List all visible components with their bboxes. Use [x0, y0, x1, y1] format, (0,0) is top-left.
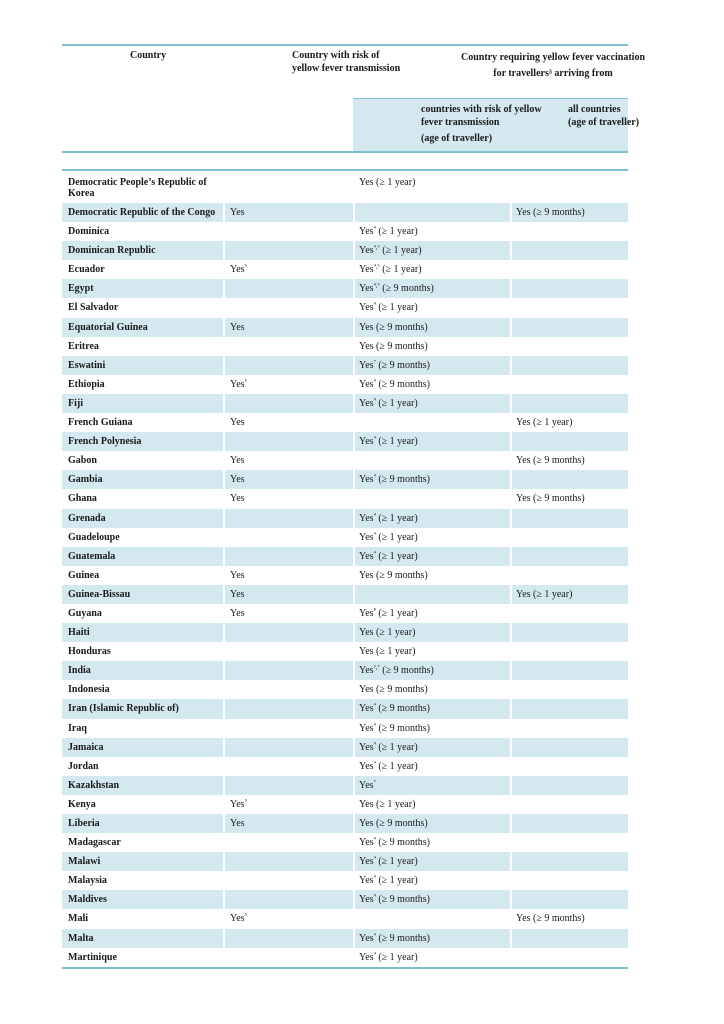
- cell-country: Gabon: [68, 455, 97, 467]
- column-separator: [353, 566, 355, 585]
- column-separator: [353, 394, 355, 413]
- cell-required-from-risk: Yes$^{^4}$ (≥ 1 year): [359, 759, 418, 772]
- table-row: [62, 356, 628, 375]
- column-separator: [223, 394, 225, 413]
- column-separator: [510, 173, 512, 203]
- column-separator: [223, 909, 225, 928]
- cell-required-from-all: Yes (≥ 1 year): [516, 417, 573, 429]
- cell-risk: Yes$^{^5}$: [230, 263, 247, 276]
- table-row: [62, 241, 628, 260]
- table-row: [62, 833, 628, 852]
- column-separator: [510, 528, 512, 547]
- table-row: [62, 375, 628, 394]
- column-separator: [223, 929, 225, 948]
- column-separator: [510, 852, 512, 871]
- column-separator: [223, 337, 225, 356]
- cell-country: Iran (Islamic Republic of): [68, 703, 179, 715]
- column-separator: [510, 337, 512, 356]
- table-row: [62, 699, 628, 718]
- cell-required-from-risk: Yes$^{^4}$ (≥ 1 year): [359, 435, 418, 448]
- cell-required-from-risk: Yes (≥ 1 year): [359, 646, 416, 658]
- column-separator: [353, 871, 355, 890]
- column-separator: [223, 509, 225, 528]
- cell-country: Fiji: [68, 397, 83, 409]
- column-separator: [223, 203, 225, 222]
- cell-country: Dominican Republic: [68, 245, 156, 257]
- cell-country: French Polynesia: [68, 436, 142, 448]
- column-separator: [510, 699, 512, 718]
- cell-country: Liberia: [68, 818, 100, 829]
- cell-risk: Yes: [230, 493, 245, 505]
- table-bottom-rule: [62, 967, 628, 969]
- header-requiring-vaccination: [418, 50, 688, 82]
- cell-required-from-risk: Yes (≥ 1 year): [359, 177, 416, 188]
- cell-country: Democratic People’s Republic of Korea: [68, 177, 207, 199]
- column-separator: [223, 604, 225, 623]
- cell-country: India: [68, 665, 91, 677]
- cell-country: French Guiana: [68, 417, 133, 429]
- cell-country: Haiti: [68, 627, 90, 639]
- column-separator: [353, 699, 355, 718]
- cell-required-from-risk: Yes$^{^4}$ (≥ 1 year): [359, 855, 418, 868]
- column-separator: [223, 375, 225, 394]
- table-row: [62, 528, 628, 547]
- column-separator: [510, 279, 512, 298]
- table-row: [62, 642, 628, 661]
- column-separator: [223, 890, 225, 909]
- column-separator: [223, 528, 225, 547]
- column-separator: [353, 948, 355, 967]
- cell-required-from-risk: Yes (≥ 1 year): [359, 798, 416, 810]
- table-row: [62, 203, 628, 222]
- table-row: [62, 298, 628, 317]
- table-row: [62, 890, 628, 909]
- cell-required-from-all: Yes (≥ 9 months): [516, 493, 585, 505]
- column-separator: [353, 470, 355, 489]
- column-separator: [510, 661, 512, 680]
- header-risk-transmission: Country with risk of yellow fever transmission: [292, 50, 401, 74]
- cell-risk: Yes: [230, 607, 245, 619]
- column-separator: [353, 528, 355, 547]
- column-separator: [223, 852, 225, 871]
- cell-country: Gambia: [68, 474, 103, 486]
- column-separator: [510, 680, 512, 699]
- column-separator: [510, 451, 512, 470]
- cell-required-from-risk: Yes$^{^4}$ (≥ 1 year): [359, 874, 418, 887]
- column-separator: [353, 738, 355, 757]
- cell-risk: Yes: [230, 455, 245, 467]
- table-row: [62, 604, 628, 623]
- column-separator: [223, 547, 225, 566]
- table-row: [62, 566, 628, 585]
- subheader-risk-age: (age of traveller): [421, 133, 493, 144]
- header-country: Country: [130, 50, 167, 61]
- cell-required-from-risk: Yes$^{^4,^6}$ (≥ 1 year): [359, 244, 422, 257]
- table-row: [62, 173, 628, 203]
- cell-risk: Yes: [230, 417, 245, 429]
- column-separator: [223, 699, 225, 718]
- cell-required-from-all: Yes (≥ 9 months): [516, 455, 585, 467]
- column-separator: [223, 948, 225, 967]
- cell-required-from-risk: Yes$^{^4}$ (≥ 1 year): [359, 549, 418, 562]
- column-separator: [353, 432, 355, 451]
- cell-country: Guadeloupe: [68, 531, 120, 543]
- cell-required-from-all: Yes (≥ 9 months): [516, 913, 585, 925]
- cell-required-from-risk: Yes$^{^4}$ (≥ 1 year): [359, 950, 418, 963]
- cell-required-from-risk: Yes (≥ 9 months): [359, 818, 428, 829]
- column-separator: [223, 470, 225, 489]
- column-separator: [353, 241, 355, 260]
- cell-risk: Yes: [230, 207, 245, 218]
- column-separator: [510, 394, 512, 413]
- cell-required-from-risk: Yes$^{^4}$ (≥ 9 months): [359, 931, 430, 944]
- cell-risk: Yes$^{^5}$: [230, 912, 247, 925]
- column-separator: [353, 451, 355, 470]
- cell-country: Malta: [68, 932, 94, 944]
- table-row: [62, 451, 628, 470]
- table-row: [62, 413, 628, 432]
- subheader-risk-countries: [421, 104, 561, 146]
- column-separator: [353, 173, 355, 203]
- column-separator: [510, 547, 512, 566]
- cell-required-from-risk: Yes (≥ 9 months): [359, 684, 428, 696]
- cell-required-from-risk: Yes$^{^4}$ (≥ 9 months): [359, 702, 430, 715]
- column-separator: [353, 719, 355, 738]
- column-separator: [510, 642, 512, 661]
- cell-country: Eritrea: [68, 340, 99, 352]
- cell-required-from-risk: Yes$^{^4}$ (≥ 9 months): [359, 721, 430, 734]
- cell-country: Iraq: [68, 722, 87, 734]
- cell-required-from-risk: Yes$^{^4,^6}$ (≥ 9 months): [359, 282, 434, 295]
- cell-country: Mali: [68, 913, 88, 925]
- cell-required-from-risk: Yes (≥ 9 months): [359, 340, 428, 352]
- column-separator: [353, 852, 355, 871]
- cell-required-from-risk: Yes$^{^4}$ (≥ 9 months): [359, 473, 430, 486]
- cell-required-from-risk: Yes (≥ 9 months): [359, 321, 428, 333]
- column-separator: [510, 509, 512, 528]
- cell-required-from-risk: Yes$^{^6,^7}$ (≥ 9 months): [359, 664, 434, 677]
- cell-country: Ecuador: [68, 264, 105, 276]
- column-separator: [510, 948, 512, 967]
- cell-country: Ethiopia: [68, 378, 105, 390]
- subheader-risk-countries-label: countries with risk of yellow fever transmission: [421, 104, 542, 128]
- table-row: [62, 871, 628, 890]
- column-separator: [223, 757, 225, 776]
- cell-country: Dominica: [68, 226, 110, 238]
- column-separator: [353, 757, 355, 776]
- column-separator: [510, 776, 512, 795]
- cell-required-from-risk: Yes (≥ 9 months): [359, 569, 428, 581]
- cell-risk: Yes: [230, 569, 245, 581]
- column-separator: [353, 795, 355, 814]
- column-separator: [510, 470, 512, 489]
- cell-country: Guinea-Bissau: [68, 588, 131, 600]
- cell-country: Eswatini: [68, 359, 106, 371]
- column-separator: [223, 279, 225, 298]
- table-body: [62, 173, 628, 967]
- cell-country: Madagascar: [68, 837, 121, 849]
- column-separator: [353, 279, 355, 298]
- table-row: [62, 738, 628, 757]
- column-separator: [353, 680, 355, 699]
- cell-country: Martinique: [68, 951, 117, 963]
- column-separator: [510, 623, 512, 642]
- cell-required-from-all: Yes (≥ 9 months): [516, 207, 585, 218]
- column-separator: [510, 929, 512, 948]
- cell-risk: Yes$^{^5}$: [230, 377, 247, 390]
- column-separator: [223, 413, 225, 432]
- cell-country: Guatemala: [68, 550, 116, 562]
- column-separator: [353, 222, 355, 241]
- column-separator: [223, 795, 225, 814]
- column-separator: [353, 375, 355, 394]
- column-separator: [353, 337, 355, 356]
- column-separator: [223, 871, 225, 890]
- table-row: [62, 432, 628, 451]
- column-separator: [353, 890, 355, 909]
- column-separator: [510, 489, 512, 508]
- table-row: [62, 852, 628, 871]
- column-separator: [223, 260, 225, 279]
- column-separator: [353, 260, 355, 279]
- cell-required-from-risk: Yes$^{^4}$ (≥ 1 year): [359, 740, 418, 753]
- cell-required-from-risk: Yes$^{^4}$ (≥ 9 months): [359, 377, 430, 390]
- column-separator: [510, 795, 512, 814]
- column-separator: [510, 604, 512, 623]
- cell-country: Malawi: [68, 856, 101, 868]
- cell-required-from-all: Yes (≥ 1 year): [516, 588, 573, 600]
- column-separator: [353, 833, 355, 852]
- column-separator: [223, 585, 225, 604]
- cell-country: Honduras: [68, 646, 111, 658]
- column-separator: [510, 871, 512, 890]
- cell-required-from-risk: Yes$^{^4}$ (≥ 1 year): [359, 511, 418, 524]
- column-separator: [223, 738, 225, 757]
- column-separator: [353, 623, 355, 642]
- column-separator: [223, 642, 225, 661]
- cell-required-from-risk: Yes$^{^4}$ (≥ 1 year): [359, 396, 418, 409]
- column-separator: [510, 719, 512, 738]
- cell-country: Jordan: [68, 760, 99, 772]
- cell-country: Kenya: [68, 798, 96, 810]
- cell-country: Grenada: [68, 512, 106, 524]
- column-separator: [353, 661, 355, 680]
- column-separator: [510, 814, 512, 833]
- header-bottom-rule: [62, 151, 628, 153]
- cell-country: Ghana: [68, 493, 97, 505]
- cell-risk: Yes: [230, 474, 245, 486]
- column-separator: [223, 173, 225, 203]
- column-separator: [510, 585, 512, 604]
- body-top-rule: [62, 169, 628, 171]
- header-requiring-line2: for travellers³ arriving from: [493, 68, 613, 79]
- table-row: [62, 909, 628, 928]
- cell-country: Indonesia: [68, 684, 110, 696]
- column-separator: [353, 298, 355, 317]
- cell-required-from-risk: Yes$^{^4}$ (≥ 1 year): [359, 530, 418, 543]
- cell-required-from-risk: Yes$^{^4}$ (≥ 1 year): [359, 225, 418, 238]
- table-row: [62, 279, 628, 298]
- column-separator: [223, 222, 225, 241]
- column-separator: [353, 929, 355, 948]
- column-separator: [223, 566, 225, 585]
- table-row: [62, 757, 628, 776]
- column-separator: [223, 489, 225, 508]
- cell-country: Kazakhstan: [68, 779, 120, 791]
- cell-risk: Yes: [230, 818, 245, 829]
- column-separator: [353, 547, 355, 566]
- column-separator: [510, 833, 512, 852]
- column-separator: [223, 661, 225, 680]
- column-separator: [510, 318, 512, 337]
- column-separator: [353, 489, 355, 508]
- column-separator: [510, 757, 512, 776]
- column-separator: [223, 814, 225, 833]
- cell-required-from-risk: Yes$^{^8}$ (≥ 1 year): [359, 606, 418, 619]
- column-separator: [223, 318, 225, 337]
- table-row: [62, 318, 628, 337]
- column-separator: [510, 222, 512, 241]
- subheader-all-countries: [568, 104, 688, 129]
- cell-risk: Yes: [230, 321, 245, 333]
- column-separator: [353, 604, 355, 623]
- column-separator: [353, 203, 355, 222]
- column-separator: [510, 356, 512, 375]
- table-row: [62, 509, 628, 528]
- table-row: [62, 547, 628, 566]
- table-row: [62, 776, 628, 795]
- column-separator: [353, 585, 355, 604]
- column-separator: [510, 203, 512, 222]
- cell-required-from-risk: Yes$^{^4}$ (≥ 1 year): [359, 301, 418, 314]
- column-separator: [510, 241, 512, 260]
- column-separator: [510, 890, 512, 909]
- cell-country: Maldives: [68, 894, 107, 906]
- cell-risk: Yes$^{^5}$: [230, 797, 247, 810]
- column-separator: [353, 509, 355, 528]
- table-row: [62, 680, 628, 699]
- table-row: [62, 222, 628, 241]
- cell-country: Jamaica: [68, 741, 104, 753]
- column-separator: [510, 260, 512, 279]
- column-separator: [223, 680, 225, 699]
- column-separator: [223, 623, 225, 642]
- cell-country: Malaysia: [68, 875, 107, 887]
- table-row: [62, 470, 628, 489]
- column-separator: [510, 375, 512, 394]
- cell-country: Guyana: [68, 607, 102, 619]
- subheader-all-countries-label: all countries: [568, 104, 621, 115]
- column-separator: [353, 318, 355, 337]
- cell-required-from-risk: Yes$^{^7}$: [359, 778, 376, 791]
- column-separator: [223, 298, 225, 317]
- column-separator: [223, 356, 225, 375]
- column-separator: [510, 738, 512, 757]
- cell-country: Egypt: [68, 283, 94, 295]
- table-row: [62, 814, 628, 833]
- table-row: [62, 795, 628, 814]
- cell-country: El Salvador: [68, 302, 119, 314]
- cell-required-from-risk: Yes$^{^7}$ (≥ 9 months): [359, 358, 430, 371]
- header-requiring-line1: Country requiring yellow fever vaccination: [460, 52, 646, 63]
- subheader-all-age: (age of traveller): [568, 116, 640, 128]
- table-row: [62, 394, 628, 413]
- table-row: [62, 929, 628, 948]
- column-separator: [510, 432, 512, 451]
- column-separator: [353, 356, 355, 375]
- table-row: [62, 337, 628, 356]
- column-separator: [223, 719, 225, 738]
- cell-required-from-risk: Yes$^{^4}$ (≥ 9 months): [359, 836, 430, 849]
- column-separator: [353, 642, 355, 661]
- table-row: [62, 661, 628, 680]
- table-row: [62, 260, 628, 279]
- table-row: [62, 623, 628, 642]
- table-row: [62, 489, 628, 508]
- column-separator: [353, 413, 355, 432]
- cell-country: Democratic Republic of the Congo: [68, 207, 216, 218]
- column-separator: [223, 432, 225, 451]
- table-row: [62, 719, 628, 738]
- cell-country: Equatorial Guinea: [68, 321, 148, 333]
- column-separator: [223, 451, 225, 470]
- cell-risk: Yes: [230, 588, 245, 600]
- column-separator: [510, 566, 512, 585]
- column-separator: [223, 833, 225, 852]
- column-separator: [353, 909, 355, 928]
- column-separator: [510, 298, 512, 317]
- cell-required-from-risk: Yes (≥ 1 year): [359, 627, 416, 639]
- cell-required-from-risk: Yes$^{^4}$ (≥ 9 months): [359, 893, 430, 906]
- column-separator: [353, 776, 355, 795]
- table-row: [62, 585, 628, 604]
- column-separator: [510, 909, 512, 928]
- column-separator: [353, 814, 355, 833]
- column-separator: [223, 241, 225, 260]
- table-row: [62, 948, 628, 967]
- table-top-rule: [62, 44, 628, 46]
- cell-country: Guinea: [68, 569, 100, 581]
- cell-required-from-risk: Yes$^{^4,^6}$ (≥ 1 year): [359, 263, 422, 276]
- column-separator: [510, 413, 512, 432]
- column-separator: [223, 776, 225, 795]
